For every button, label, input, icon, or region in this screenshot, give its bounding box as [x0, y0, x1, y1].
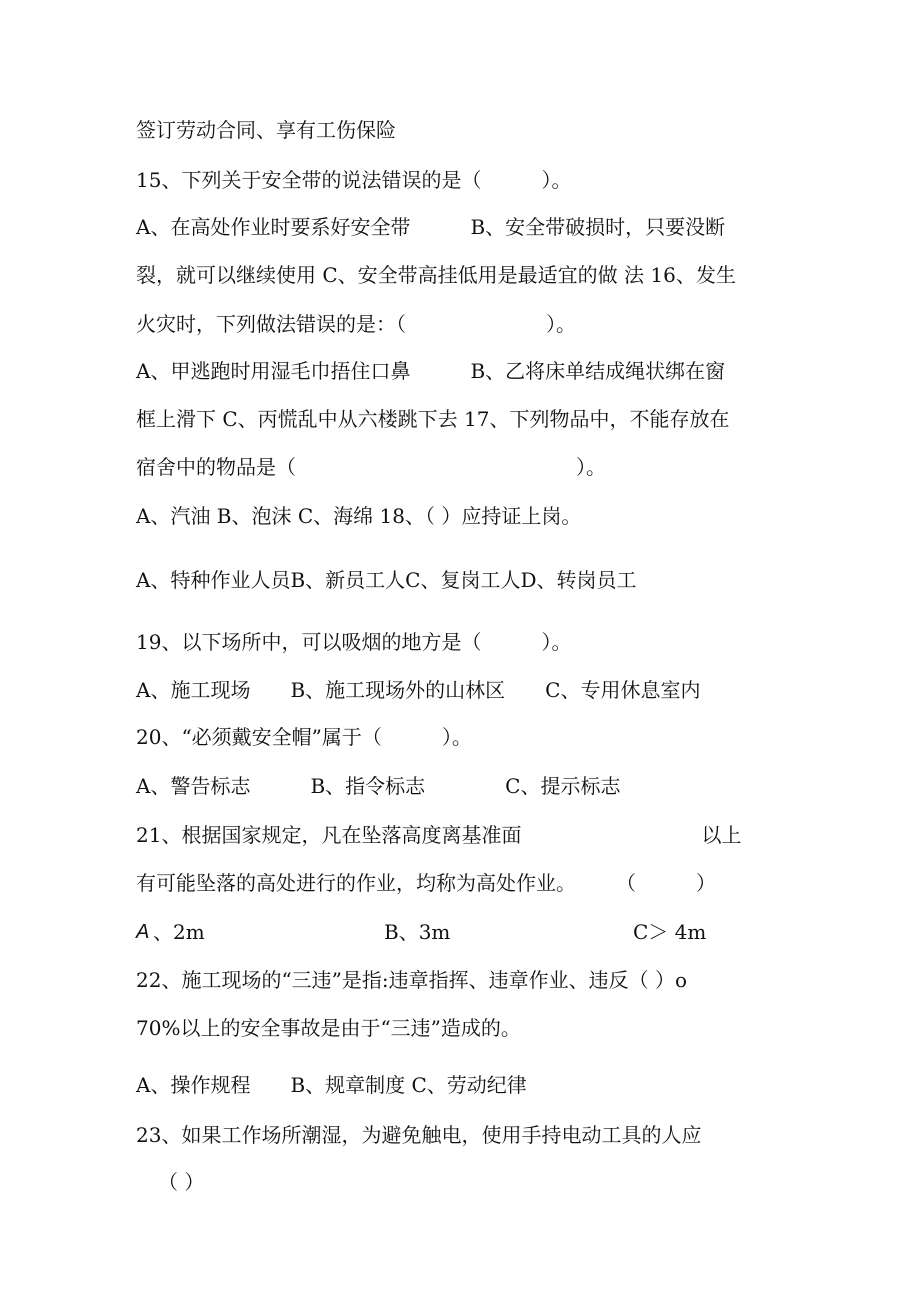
line-1: 签订劳动合同、享有工伤保险 — [136, 118, 396, 142]
q16-continued-q17: 框上滑下 C、丙慌乱中从六楼跳下去 17、下列物品中，不能存放在 — [136, 407, 730, 431]
question-23: 23、如果工作场所潮湿，为避免触电，使用手持电动工具的人应 — [136, 1123, 702, 1147]
q15-options-a-b: A、在高处作业时要系好安全带 B、安全带破损时，只要没断 — [136, 215, 726, 239]
q21-option-a-letter: A — [136, 921, 150, 943]
question-22: 22、施工现场的“三违”是指:违章指挥、违章作业、违反（ ）o — [136, 968, 688, 992]
question-22-continued: 70%以上的安全事故是由于“三违”造成的。 — [136, 1016, 521, 1040]
question-15: 15、下列关于安全带的说法错误的是（ ）。 — [136, 168, 572, 192]
q19-options: A、施工现场 B、施工现场外的山林区 C、专用休息室内 — [136, 678, 701, 702]
q15-continued-q16: 裂，就可以继续使用 C、安全带高挂低用是最适宜的做 法 16、发生 — [136, 263, 736, 287]
q20-options: A、警告标志 B、指令标志 C、提示标志 — [136, 774, 621, 798]
q21-option-b: B、3m — [384, 920, 451, 944]
question-21-continued: 有可能坠落的高处进行的作业，均称为高处作业。 （ ） — [136, 871, 716, 895]
question-20: 20、“必须戴安全帽”属于（ ）。 — [136, 725, 472, 749]
q18-options: A、特种作业人员B、新员工人C、复岗工人D、转岗员工 — [136, 568, 637, 592]
q22-options: A、操作规程 B、规章制度 C、劳动纪律 — [136, 1073, 527, 1097]
q16-options-a-b: A、甲逃跑时用湿毛巾捂住口鼻 B、乙将床单结成绳状绑在窗 — [136, 359, 726, 383]
question-23-blank: （ ） — [158, 1170, 205, 1194]
question-16: 火灾时，下列做法错误的是：（ ）。 — [136, 312, 576, 336]
q21-option-a: 、2m — [153, 920, 205, 944]
q21-option-c: C＞ 4m — [633, 920, 707, 944]
question-19: 19、以下场所中，可以吸烟的地方是（ ）。 — [136, 630, 572, 654]
q17-options-q18: A、汽油 B、泡沫 C、海绵 18、（ ）应持证上岗。 — [136, 504, 582, 528]
question-17: 宿舍中的物品是（ ）。 — [136, 455, 606, 479]
question-21: 21、根据国家规定，凡在坠落高度离基准面 以上 — [136, 823, 742, 847]
